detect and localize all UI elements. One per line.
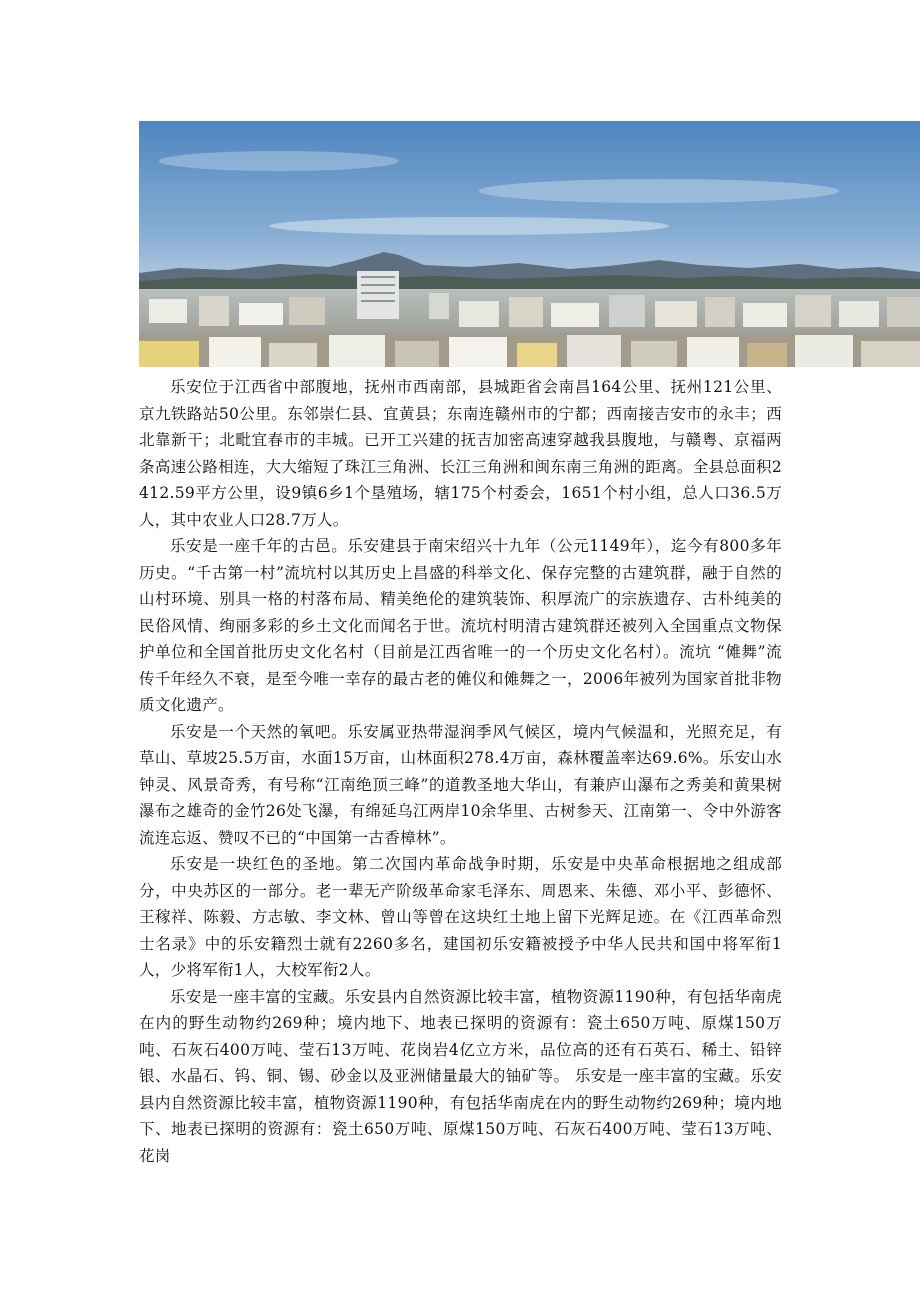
paragraph-rich-treasure: 乐安是一座丰富的宝藏。乐安县内自然资源比较丰富，植物资源1190种，有包括华南虎在内的野生动物约269种；境内地下、地表已探明的资源有：瓷土650万吨、原煤150万吨、石灰石400万吨、莹石13万吨、花岗岩4亿立方米，品位高的还有石英石、稀土、铅锌银、水晶石、钨、铜、锡、砂金以及亚洲储量最大的铀矿等。 乐安是一座丰富的宝藏。乐安县内自然资源比较丰富，植物资源1190种，有包括华南虎在内的野生动物约269种；境内地下、地表已探明的资源有：瓷土650万吨、原煤150万吨、石灰石400万吨、莹石13万吨、花岗	[139, 987, 782, 1165]
paragraph-natural-oxygen-bar: 乐安是一个天然的氧吧。乐安属亚热带湿润季风气候区，境内气候温和，光照充足，有草山、草坡25.5万亩，水面15万亩，山林面积278.4万亩，森林覆盖率达69.6%。乐安山水钟灵、风景奇秀，有号称“江南绝顶三峰”的道教圣地大华山，有兼庐山瀑布之秀美和黄果树瀑布之雄奇的金竹26处飞瀑，有绵延乌江两岸10余华里、古树参天、江南第一、令中外游客流连忘返、赞叹不已的“中国第一古香樟林”。	[139, 722, 782, 847]
paragraph-red-holy-land: 乐安是一块红色的圣地。第二次国内革命战争时期，乐安是中央革命根据地之组成部分，中央苏区的一部分。老一辈无产阶级革命家毛泽东、周恩来、朱德、邓小平、彭德怀、王稼祥、陈毅、方志敏、李文林、曾山等曾在这块红土地上留下光辉足迹。在《江西革命烈士名录》中的乐安籍烈士就有2260多名，建国初乐安籍被授予中华人民共和国中将军衔1人，少将军衔1人，大校军衔2人。	[139, 855, 782, 979]
article-body	[139, 374, 782, 1294]
paragraph-location: 乐安位于江西省中部腹地，抚州市西南部，县城距省会南昌164公里、抚州121公里、京九铁路站50公里。东邻崇仁县、宜黄县；东南连赣州市的宁都；西南接吉安市的永丰；西北靠新干；北毗宜春市的丰城。已开工兴建的抚吉加密高速穿越我县腹地，与赣粤、京福两条高速公路相连，大大缩短了珠江三角洲、长江三角洲和闽东南三角洲的距离。全县总面积2412.59平方公里，设9镇6乡1个垦殖场，辖175个村委会，1651个村小组，总人口36.5万人，其中农业人口28.7万人。	[139, 378, 782, 529]
city-panorama-photo	[139, 121, 920, 367]
paragraph-ancient-town: 乐安是一座千年的古邑。乐安建县于南宋绍兴十九年（公元1149年），迄今有800多年历史。“千古第一村”流坑村以其历史上昌盛的科举文化、保存完整的古建筑群，融于自然的山村环境、别具一格的村落布局、精美绝伦的建筑装饰、积厚流广的宗族遗存、古朴纯美的民俗风情、绚丽多彩的乡土文化而闻名于世。流坑村明清古建筑群还被列入全国重点文物保护单位和全国首批历史文化名村（目前是江西省唯一的一个历史文化名村）。流坑 “傩舞”流传千年经久不衰，是至今唯一幸存的最古老的傩仪和傩舞之一，2006年被列为国家首批非物质文化遗产。	[139, 537, 782, 714]
